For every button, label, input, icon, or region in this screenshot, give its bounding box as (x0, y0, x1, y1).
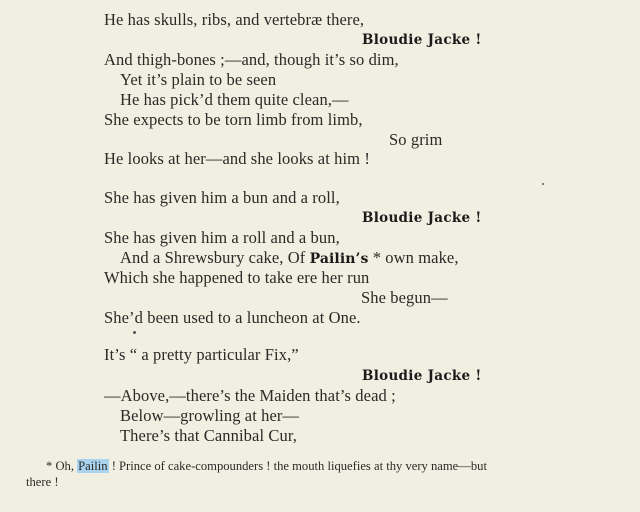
pailin-name: Pailin’s (309, 251, 369, 267)
poem-line-part: * own make, (368, 248, 459, 267)
footnote-highlight: Pailin (78, 459, 108, 473)
poem-line: She expects to be torn limb from limb, (104, 110, 363, 129)
poem-line: She begun— (361, 288, 448, 307)
poem-line: —Above,—there’s the Maiden that’s dead ; (104, 386, 396, 405)
poem-line: It’s “ a pretty particular Fix,” (104, 345, 299, 364)
poem-line: So grim (389, 130, 443, 149)
poem-line: She has given him a bun and a roll, (104, 188, 340, 207)
poem-line (120, 248, 459, 269)
poem-line-part: And a Shrewsbury cake, Of (120, 248, 306, 267)
poem-line: She’d been used to a luncheon at One. (104, 308, 361, 327)
refrain: Bloudie Jacke ! (362, 210, 482, 226)
footnote-prefix: * Oh, (46, 459, 74, 473)
poem-line: There’s that Cannibal Cur, (120, 426, 297, 445)
poem-line: She has given him a roll and a bun, (104, 228, 340, 247)
refrain: Bloudie Jacke ! (362, 368, 482, 384)
paper-speck (133, 331, 136, 334)
poem-line: Below—growling at her— (120, 406, 300, 425)
footnote-text: ! Prince of cake-compounders ! the mouth liquefies at thy very name—but (108, 459, 487, 473)
poem-line: He has skulls, ribs, and vertebræ there, (104, 10, 365, 29)
poem-line: And thigh-bones ;—and, though it’s so dim, (104, 50, 399, 69)
footnote (46, 458, 487, 475)
poem-line: Yet it’s plain to be seen (120, 70, 277, 89)
paper-speck (542, 183, 544, 185)
refrain: Bloudie Jacke ! (362, 32, 482, 48)
footnote-line-2: there ! (26, 475, 59, 489)
poem-line: Which she happened to take ere her run (104, 268, 370, 287)
poem-line: He has pick’d them quite clean,— (120, 90, 349, 109)
poem-line: He looks at her—and she looks at him ! (104, 149, 370, 168)
